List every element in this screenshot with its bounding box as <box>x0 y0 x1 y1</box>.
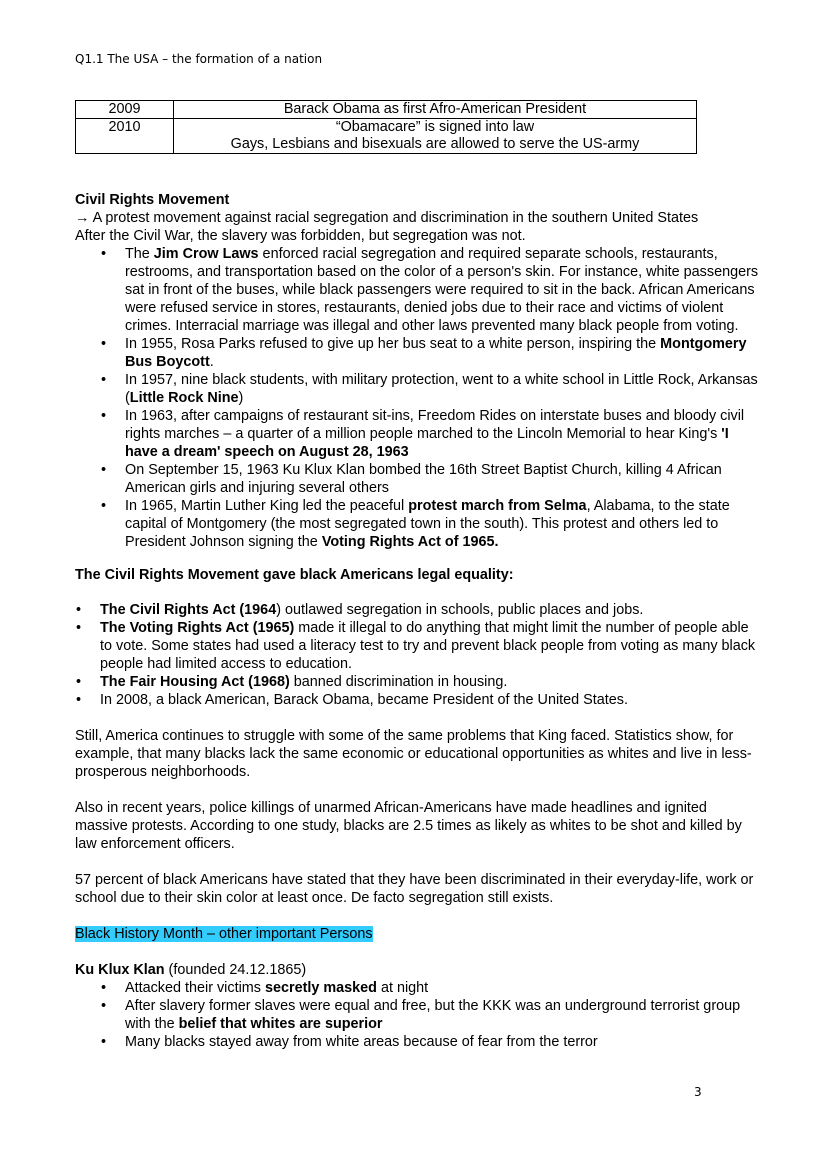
list-item: • Attacked their victims secretly masked at night <box>75 979 760 997</box>
crm-list <box>75 245 760 551</box>
list-item: • Many blacks stayed away from white areas because of fear from the terror <box>75 1033 760 1051</box>
equality-list <box>75 601 760 709</box>
page-number: 3 <box>694 1085 702 1099</box>
event-cell <box>174 101 697 119</box>
year-cell: 2009 <box>76 101 174 119</box>
list-item: • The Fair Housing Act (1968) banned discrimination in housing. <box>75 673 760 691</box>
list-item: • After slavery former slaves were equal and free, but the KKK was an underground terrorist group with the belief that whites are superior <box>75 997 760 1033</box>
list-item: • In 1955, Rosa Parks refused to give up her bus seat to a white person, inspiring the Montgomery Bus Boycott. <box>75 335 760 371</box>
section-heading-kkk: Ku Klux Klan (founded 24.12.1865) <box>75 962 307 978</box>
timeline-table <box>75 100 697 154</box>
table-row <box>76 101 697 119</box>
list-item: • The Jim Crow Laws enforced racial segregation and required separate schools, restaurants, restrooms, and transportation based on the color of a person's skin. For instance, white passengers sat in front of the buses, while black passengers were required to sit in the back. African Americans were refused service in stores, restaurants, denied jobs due to their race and victims of violent crimes. Interracial marriage was illegal and other laws prevented many black people from voting. <box>75 245 760 335</box>
document-body <box>75 191 760 1051</box>
event-text: Gays, Lesbians and bisexuals are allowed to serve the US-army <box>230 136 640 152</box>
kkk-list <box>75 979 760 1051</box>
crm-intro-2: After the Civil War, the slavery was forbidden, but segregation was not. <box>75 228 526 244</box>
list-item: • In 2008, a black American, Barack Obama, became President of the United States. <box>75 691 760 709</box>
paragraph: Still, America continues to struggle with some of the same problems that King faced. Statistics show, for example, that many blacks lack the same economic or educational opportunities as whites and live in less-prosperous neighborhoods. <box>75 728 752 780</box>
list-item: • In 1963, after campaigns of restaurant sit-ins, Freedom Rides on interstate buses and bloody civil rights marches – a quarter of a million people marched to the Lincoln Memorial to hear King's 'I have a dream' speech on August 28, 1963 <box>75 407 760 461</box>
list-item: • In 1965, Martin Luther King led the peaceful protest march from Selma, Alabama, to the state capital of Montgomery (the most segregated town in the south). This protest and others led to President Johnson signing the Voting Rights Act of 1965. <box>75 497 760 551</box>
paragraph: Also in recent years, police killings of unarmed African-Americans have made headlines and ignited massive protests. According to one study, blacks are 2.5 times as likely as whites to be shot and killed by law enforcement officers. <box>75 800 742 852</box>
event-cell <box>174 119 697 154</box>
event-text: “Obamacare” is signed into law <box>335 119 535 135</box>
list-item: • On September 15, 1963 Ku Klux Klan bombed the 16th Street Baptist Church, killing 4 African American girls and injuring several others <box>75 461 760 497</box>
year-cell: 2010 <box>76 119 174 154</box>
highlighted-heading: Black History Month – other important Persons <box>75 926 373 942</box>
event-text: Barack Obama as first Afro-American President <box>283 101 587 117</box>
crm-intro: → A protest movement against racial segregation and discrimination in the southern United States <box>75 210 699 226</box>
list-item: • The Civil Rights Act (1964) outlawed segregation in schools, public places and jobs. <box>75 601 760 619</box>
table-row <box>76 119 697 154</box>
list-item: • The Voting Rights Act (1965) made it illegal to do anything that might limit the number of people able to vote. Some states had used a literacy test to try and prevent black people from voting as many black people had limited access to education. <box>75 619 760 673</box>
section-heading-equality: The Civil Rights Movement gave black Americans legal equality: <box>75 567 514 583</box>
section-heading-crm: Civil Rights Movement <box>75 192 230 208</box>
list-item: • In 1957, nine black students, with military protection, went to a white school in Little Rock, Arkansas (Little Rock Nine) <box>75 371 760 407</box>
page-header: Q1.1 The USA – the formation of a nation <box>75 52 323 66</box>
paragraph: 57 percent of black Americans have stated that they have been discriminated in their everyday-life, work or school due to their skin color at least once. De facto segregation still exists. <box>75 872 754 906</box>
